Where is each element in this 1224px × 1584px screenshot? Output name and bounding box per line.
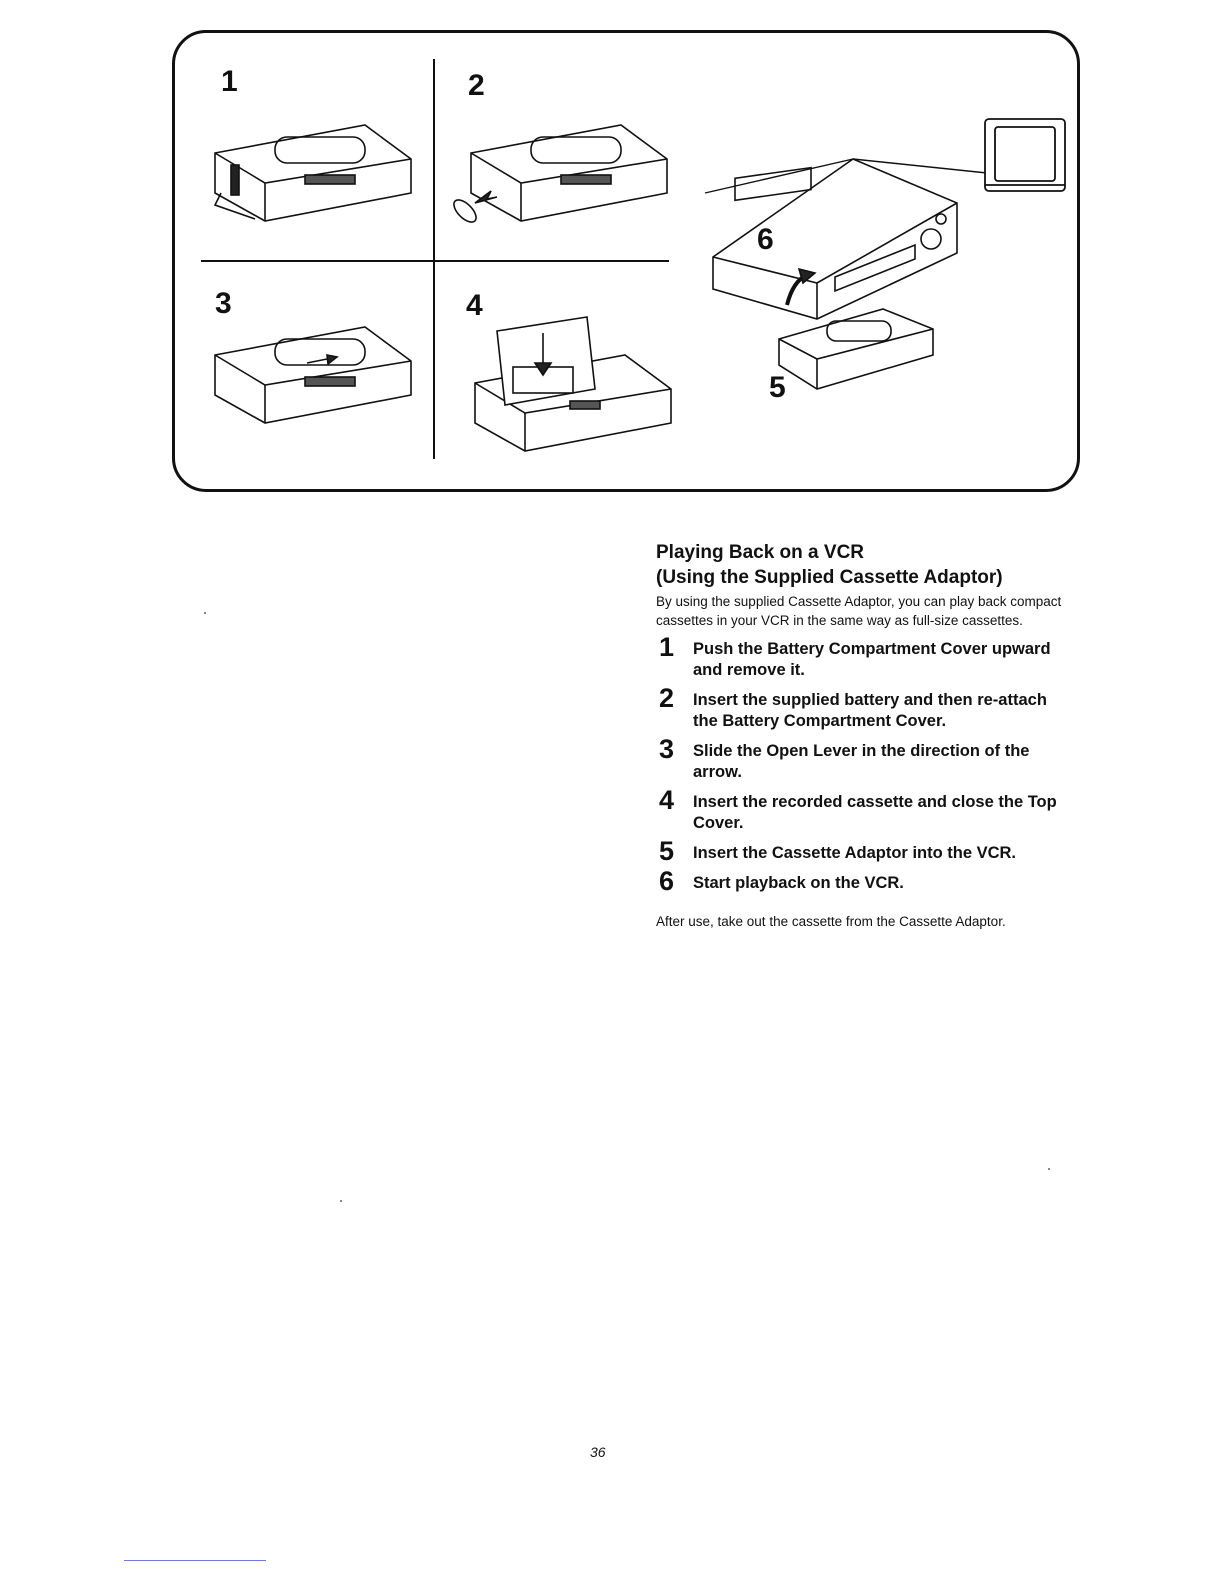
panel-label-1: 1 [221, 65, 238, 98]
step-number: 3 [659, 734, 675, 764]
illustration-frame [172, 30, 1080, 492]
page-number: 36 [590, 1444, 606, 1460]
adaptor-drawing-1 [215, 125, 411, 221]
step-text: Push the Battery Compartment Cover upward and remove it. [693, 640, 1051, 679]
step-text: Slide the Open Lever in the direction of the arrow. [693, 742, 1030, 781]
scan-speck [1048, 1168, 1050, 1170]
step-text: Insert the supplied battery and then re-attach the Battery Compartment Cover. [693, 691, 1047, 730]
step-text: Insert the Cassette Adaptor into the VCR. [693, 844, 1017, 862]
step-number: 5 [659, 836, 675, 866]
callout-6: 6 [757, 223, 774, 256]
panel-label-3: 3 [215, 287, 232, 320]
vcr-drawing [705, 159, 987, 319]
instruction-section [656, 540, 1076, 931]
step-number: 6 [659, 866, 675, 896]
step-item [656, 838, 1076, 864]
adaptor-drawing-2 [450, 125, 667, 226]
step-number: 2 [659, 683, 675, 713]
step-text: Start playback on the VCR. [693, 874, 904, 892]
adaptor-drawing-4 [475, 317, 671, 451]
tv-drawing [985, 119, 1065, 191]
illustration-drawing [175, 33, 1083, 495]
step-item [656, 685, 1076, 732]
panel-label-2: 2 [468, 69, 485, 102]
section-title-line1: Playing Back on a VCR [656, 542, 865, 563]
panel-label-4: 4 [466, 289, 483, 322]
section-title [656, 540, 1076, 590]
footer-rule [124, 1560, 266, 1561]
scan-speck [204, 612, 206, 614]
callout-5: 5 [769, 371, 786, 404]
step-item [656, 736, 1076, 783]
scan-speck [340, 1200, 342, 1202]
adaptor-drawing-3 [215, 327, 411, 423]
intro-paragraph: By using the supplied Cassette Adaptor, you can play back compact cassettes in your VCR in the same way as full-size cassettes. [656, 594, 1062, 628]
step-item [656, 868, 1076, 894]
step-item [656, 787, 1076, 834]
step-number: 4 [659, 785, 675, 815]
step-number: 1 [659, 632, 675, 662]
adaptor-insert-drawing [779, 309, 933, 389]
step-item [656, 634, 1076, 681]
steps-list [656, 634, 1076, 894]
step-text: Insert the recorded cassette and close the Top Cover. [693, 793, 1057, 832]
section-title-line2: (Using the Supplied Cassette Adaptor) [656, 567, 1003, 588]
after-use-note: After use, take out the cassette from the Cassette Adaptor. [656, 914, 1006, 929]
